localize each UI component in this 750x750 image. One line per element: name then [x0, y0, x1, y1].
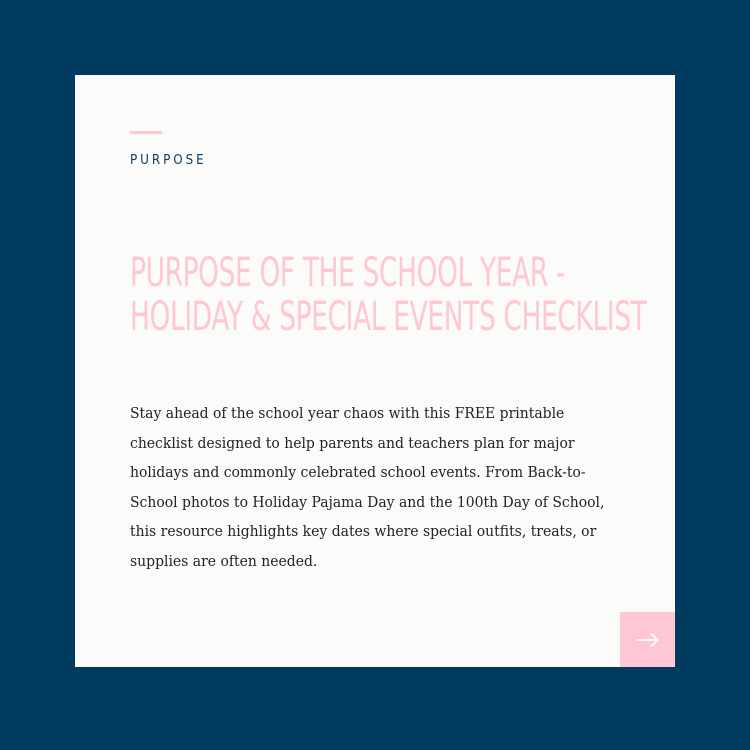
content-card: [75, 75, 675, 667]
eyebrow-label: PURPOSE: [130, 153, 207, 168]
card-description: Stay ahead of the school year chaos with this FREE printable checklist designed to help parents and teachers plan for major holidays and commonly celebrated school events. From Back-to-School photos to Holiday Pajama Day and the 100th Day of School, this resource highlights key dates where special outfits, treats, or supplies are often needed.: [130, 404, 605, 570]
card-title: PURPOSE OF THE SCHOOL YEAR - HOLIDAY & SPECIAL EVENTS CHECKLIST: [130, 250, 647, 340]
next-button[interactable]: [620, 612, 675, 667]
accent-divider: [130, 131, 162, 134]
arrow-right-icon: [636, 632, 660, 648]
